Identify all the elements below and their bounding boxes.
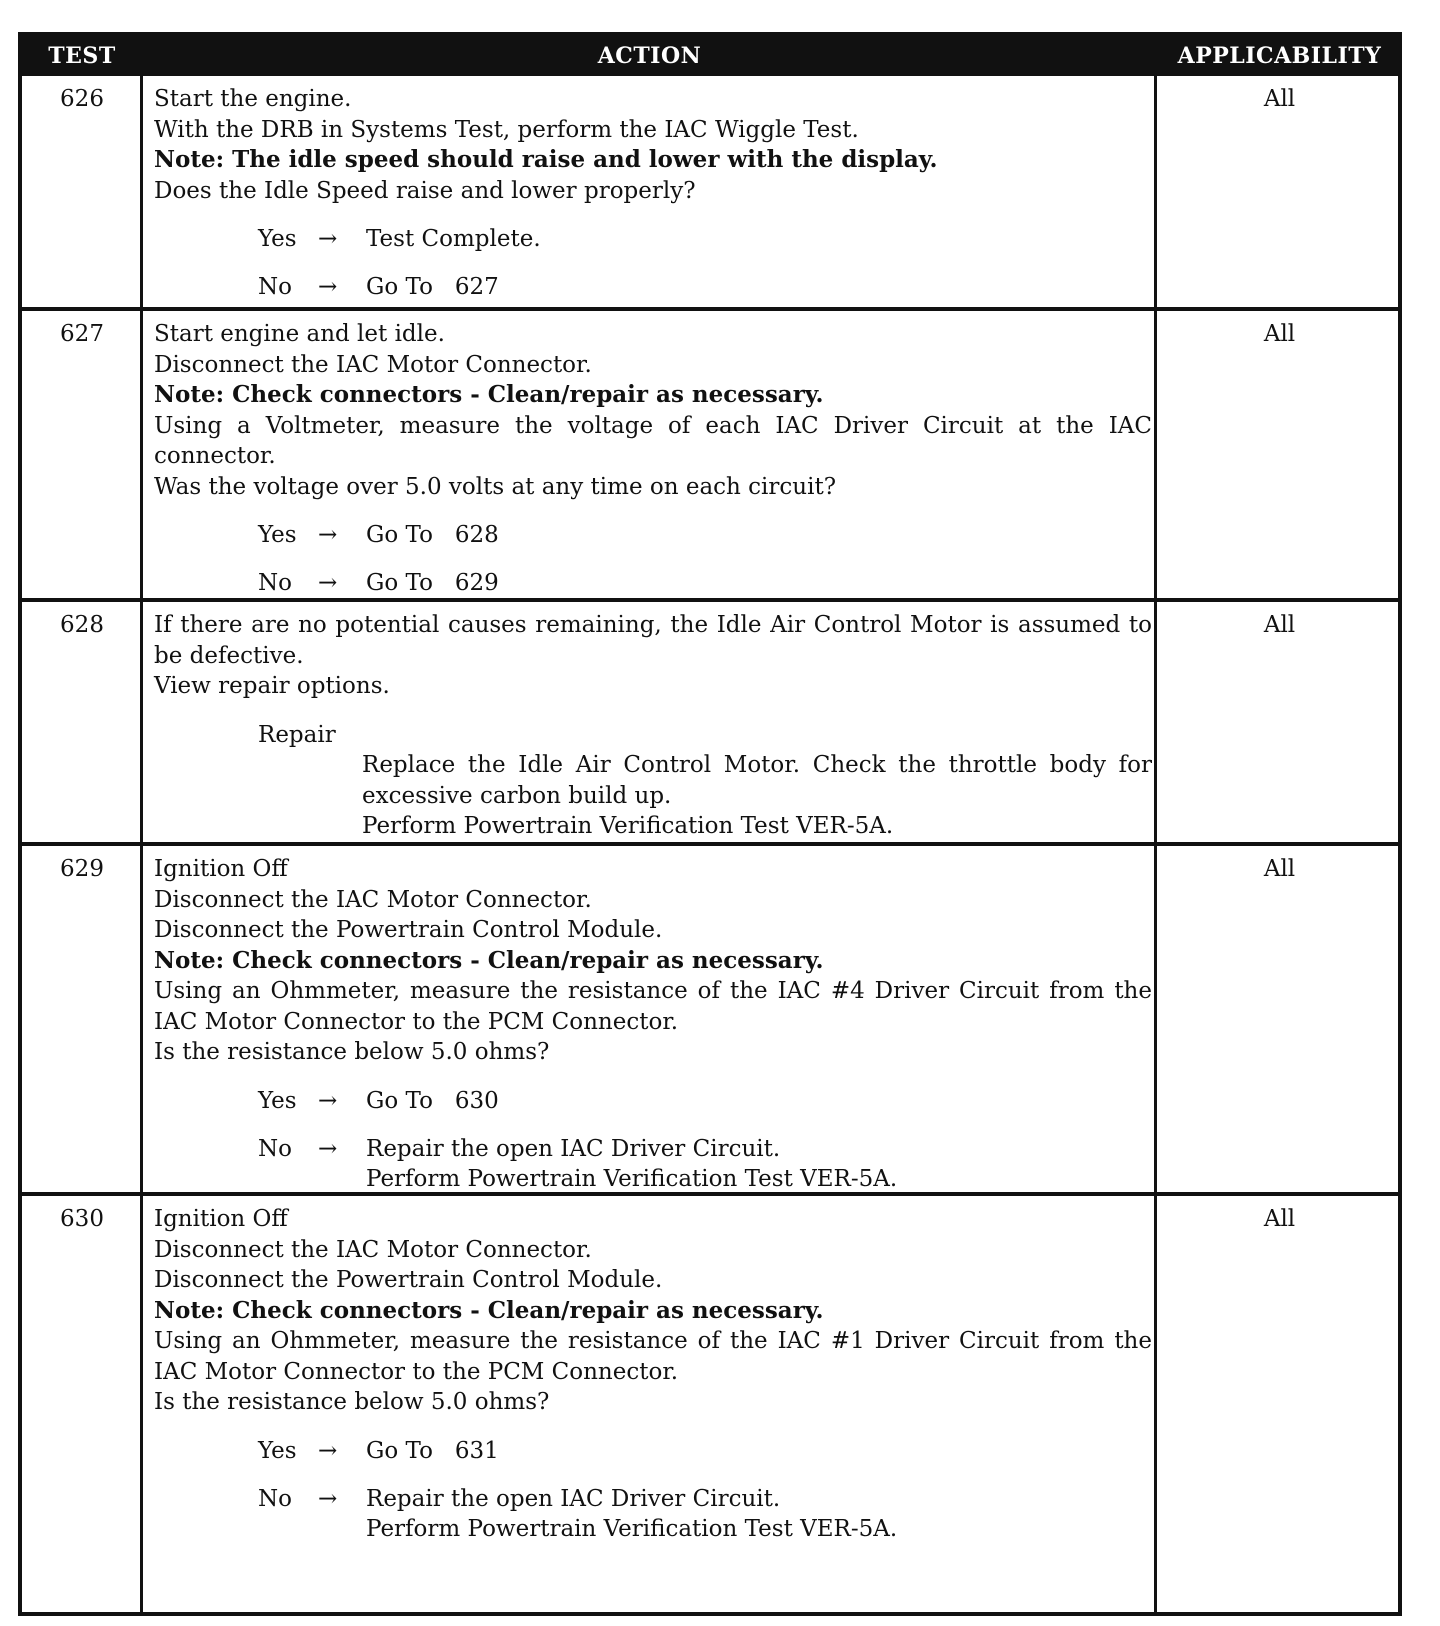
no-result-line: Repair the open IAC Driver Circuit.	[366, 1135, 781, 1162]
table-row	[22, 1192, 1398, 1612]
test-number: 629	[60, 856, 104, 882]
test-number: 630	[60, 1206, 104, 1232]
no-label: No	[258, 570, 292, 596]
arrow-icon: →	[318, 1437, 338, 1464]
action-cell	[154, 1204, 1152, 1544]
yes-option	[154, 520, 1152, 550]
no-result: Go To 629	[366, 570, 499, 596]
yes-option	[154, 1086, 1152, 1116]
action-line: Ignition Off	[154, 1206, 288, 1232]
action-line: View repair options.	[154, 673, 390, 699]
no-option	[154, 272, 1152, 302]
action-line: Start the engine.	[154, 86, 352, 112]
action-line: Using a Voltmeter, measure the voltage of each IAC Driver Circuit at the IAC connector.	[154, 412, 1152, 469]
note-line: Note: Check connectors - Clean/repair as necessary.	[154, 1296, 824, 1324]
applicability-value: All	[1263, 86, 1296, 112]
table-header	[22, 36, 1398, 76]
yes-label: Yes	[258, 522, 297, 548]
action-line: Disconnect the IAC Motor Connector.	[154, 1236, 592, 1263]
action-cell	[154, 319, 1152, 598]
no-result-line: Repair the open IAC Driver Circuit.	[366, 1485, 781, 1512]
action-line: Disconnect the Powertrain Control Module.	[154, 917, 663, 943]
note-line: Note: Check connectors - Clean/repair as necessary.	[154, 946, 824, 974]
action-line: If there are no potential causes remaining, the Idle Air Control Motor is assumed to be defective.	[154, 612, 1152, 669]
yes-label: Yes	[258, 1087, 297, 1114]
repair-label: Repair	[258, 721, 336, 748]
header-applicability: APPLICABILITY	[1177, 43, 1382, 69]
repair-line: Replace the Idle Air Control Motor. Check the throttle body for excessive carbon build up.	[362, 752, 1152, 809]
no-label: No	[258, 1485, 292, 1512]
yes-option	[154, 1436, 1152, 1466]
action-cell	[154, 854, 1152, 1194]
table-row	[22, 598, 1398, 842]
yes-result: Go To 628	[366, 522, 499, 548]
no-result-line: Perform Powertrain Verification Test VER-5A.	[366, 1516, 898, 1542]
action-cell	[154, 610, 1152, 842]
arrow-icon: →	[318, 226, 338, 252]
diagnostic-test-table	[18, 32, 1402, 1616]
no-result-line: Perform Powertrain Verification Test VER-5A.	[366, 1166, 898, 1192]
table-row	[22, 842, 1398, 1192]
repair-line: Perform Powertrain Verification Test VER-5A.	[362, 813, 894, 839]
table-row	[22, 307, 1398, 598]
header-action: ACTION	[597, 43, 702, 69]
question-line: Was the voltage over 5.0 volts at any time on each circuit?	[154, 473, 837, 500]
action-line: Disconnect the IAC Motor Connector.	[154, 886, 592, 913]
no-result	[366, 1484, 897, 1545]
arrow-icon: →	[318, 570, 338, 596]
question-line: Does the Idle Speed raise and lower properly?	[154, 177, 696, 204]
action-cell	[154, 84, 1152, 302]
no-label: No	[258, 1135, 292, 1162]
arrow-icon: →	[318, 1087, 338, 1114]
question-line: Is the resistance below 5.0 ohms?	[154, 1389, 550, 1415]
yes-result: Go To 630	[366, 1087, 499, 1114]
action-line: Disconnect the Powertrain Control Module.	[154, 1267, 663, 1293]
test-number: 627	[60, 321, 104, 347]
no-result	[366, 1134, 897, 1195]
test-number: 628	[60, 612, 104, 638]
yes-label: Yes	[258, 226, 297, 252]
action-line: Using an Ohmmeter, measure the resistance of the IAC #1 Driver Circuit from the IAC Motor Connector to the PCM Connector.	[154, 1328, 1152, 1385]
note-line: Note: Check connectors - Clean/repair as necessary.	[154, 381, 824, 408]
no-option	[154, 1484, 1152, 1544]
action-line: Ignition Off	[154, 856, 288, 882]
table-row	[22, 76, 1398, 307]
test-number: 626	[60, 86, 104, 112]
no-result: Go To 627	[366, 274, 499, 300]
yes-result: Go To 631	[366, 1437, 499, 1464]
repair-instructions	[362, 750, 1152, 842]
action-line: Start engine and let idle.	[154, 321, 445, 347]
action-line: With the DRB in Systems Test, perform the IAC Wiggle Test.	[154, 116, 859, 143]
action-line: Using an Ohmmeter, measure the resistance of the IAC #4 Driver Circuit from the IAC Motor Connector to the PCM Connector.	[154, 978, 1152, 1035]
no-option	[154, 568, 1152, 598]
arrow-icon: →	[318, 1135, 338, 1162]
applicability-value: All	[1263, 612, 1296, 638]
yes-label: Yes	[258, 1437, 297, 1464]
arrow-icon: →	[318, 274, 338, 300]
header-test: TEST	[48, 43, 116, 69]
applicability-value: All	[1263, 856, 1296, 882]
yes-option	[154, 224, 1152, 254]
note-line: Note: The idle speed should raise and lower with the display.	[154, 146, 938, 173]
arrow-icon: →	[318, 1485, 338, 1512]
action-line: Disconnect the IAC Motor Connector.	[154, 351, 592, 378]
question-line: Is the resistance below 5.0 ohms?	[154, 1039, 550, 1065]
no-label: No	[258, 274, 292, 300]
arrow-icon: →	[318, 522, 338, 548]
applicability-value: All	[1263, 321, 1296, 347]
applicability-value: All	[1263, 1206, 1296, 1232]
no-option	[154, 1134, 1152, 1194]
yes-result: Test Complete.	[366, 226, 541, 252]
